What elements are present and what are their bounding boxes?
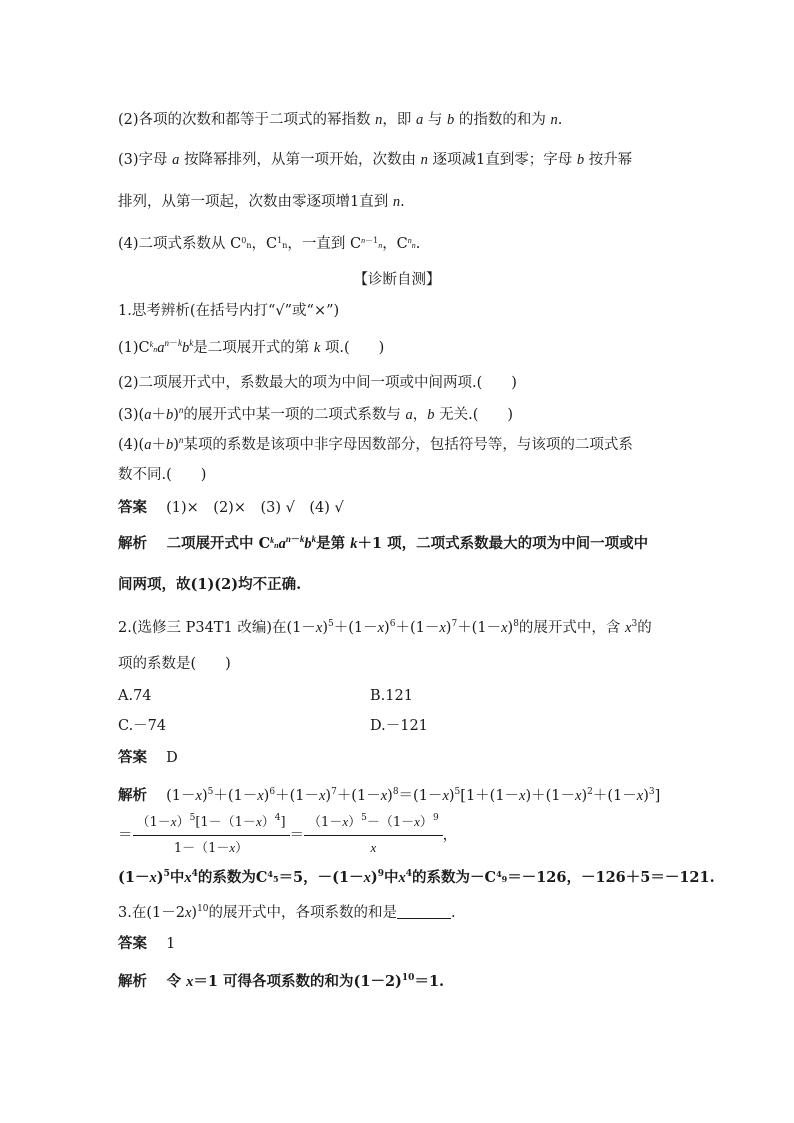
q1-item-2: (2)二项展开式中，系数最大的项为中间一项或中间两项.( ) bbox=[118, 375, 517, 391]
section-title: 【诊断自测】 bbox=[353, 272, 441, 288]
q1-stem: 1.思考辨析(在括号内打“√”或“×”) bbox=[118, 303, 340, 319]
q1-item-1: $(1)C^kna^{n-k}b^k$是二项展开式的第 k 项.( ) bbox=[118, 338, 385, 356]
q1-item-3: $(3)(a+b)^n$的展开式中某一项的二项式系数与 a，b 无关.( ) bbox=[118, 405, 514, 423]
fraction-1: $\frac{(1-x)^5[1-(1-x)^4]}{1-(1-x)}$ bbox=[133, 812, 290, 859]
answer-blank bbox=[397, 904, 451, 919]
fraction-2: $\frac{(1-x)^5-(1-x)^9}{x}$ bbox=[304, 812, 443, 859]
q1-analysis: 解析 二项展开式中 $C^kna^{n-k}b^k$是第 k＋1 项，二项式系数最大的项为中间一项或中 bbox=[118, 534, 649, 552]
q2-option-d: D.－121 bbox=[370, 718, 428, 734]
q2-analysis-line3: $(1-x)^5$中$x^4$的系数为$C^45=5$，$-(1-x)^9$中$x^4$的系数为$-C^49=-126$，－126＋5＝－121. bbox=[118, 869, 715, 886]
q1-item-4: $(4)(a+b)^n$某项的系数是该项中非字母因数部分，包括符号等，与该项的二项式系 bbox=[118, 435, 633, 453]
property-line-3-cont: 排列，从第一项起，次数由零逐项增1直到 n. bbox=[118, 194, 405, 210]
q2-stem-cont: 项的系数是( ) bbox=[118, 656, 231, 672]
q2-option-c: C.－74 bbox=[118, 718, 167, 734]
q2-option-b: B.121 bbox=[370, 688, 413, 704]
q3-analysis: 解析 令 x＝1 可得各项系数的和为$(1-2)^{10}=1$. bbox=[118, 973, 445, 990]
q3-stem: 3.在$(1-2x)^{10}$的展开式中，各项系数的和是 . bbox=[118, 904, 456, 921]
q2-analysis-line1: 解析 $(1-x)^5+(1-x)^6+(1-x)^7+(1-x)^8=(1-x)^5[1+(1-x)+(1-x)^2+(1-x)^3]$ bbox=[118, 787, 661, 804]
q1-answer: 答案 (1)× (2)× (3) √ (4) √ bbox=[118, 499, 344, 516]
q2-stem: 2.(选修三 P34T1 改编)在$(1-x)^5+(1-x)^6+(1-x)^7+(1-x)^8$的展开式中，含 $x^3$的 bbox=[118, 619, 652, 636]
q1-item-4-cont: 数不同.( ) bbox=[118, 467, 207, 483]
property-line-4: (4)二项式系数从 $C^0n$，$C^1n$，一直到 $C^{n-1}n$，$C^nn$. bbox=[118, 236, 421, 252]
q2-analysis-line2: ＝ $\frac{(1-x)^5[1-(1-x)^4]}{1-(1-x)}$ ＝ $\frac{(1-x)^5-(1-x)^9}{x}$ ， bbox=[118, 812, 457, 859]
q3-answer: 答案 1 bbox=[118, 935, 176, 952]
property-line-2: (2)各项的次数和都等于二项式的幂指数 n，即 a 与 b 的指数的和为 n. bbox=[118, 112, 563, 128]
q1-analysis-cont: 间两项，故(1)(2)均不正确. bbox=[118, 576, 302, 593]
q2-option-a: A.74 bbox=[118, 688, 152, 704]
q2-answer: 答案 D bbox=[118, 749, 178, 766]
property-line-3: (3)字母 a 按降幂排列，从第一项开始，次数由 n 逐项减1直到零；字母 b 按升幂 bbox=[118, 152, 633, 168]
